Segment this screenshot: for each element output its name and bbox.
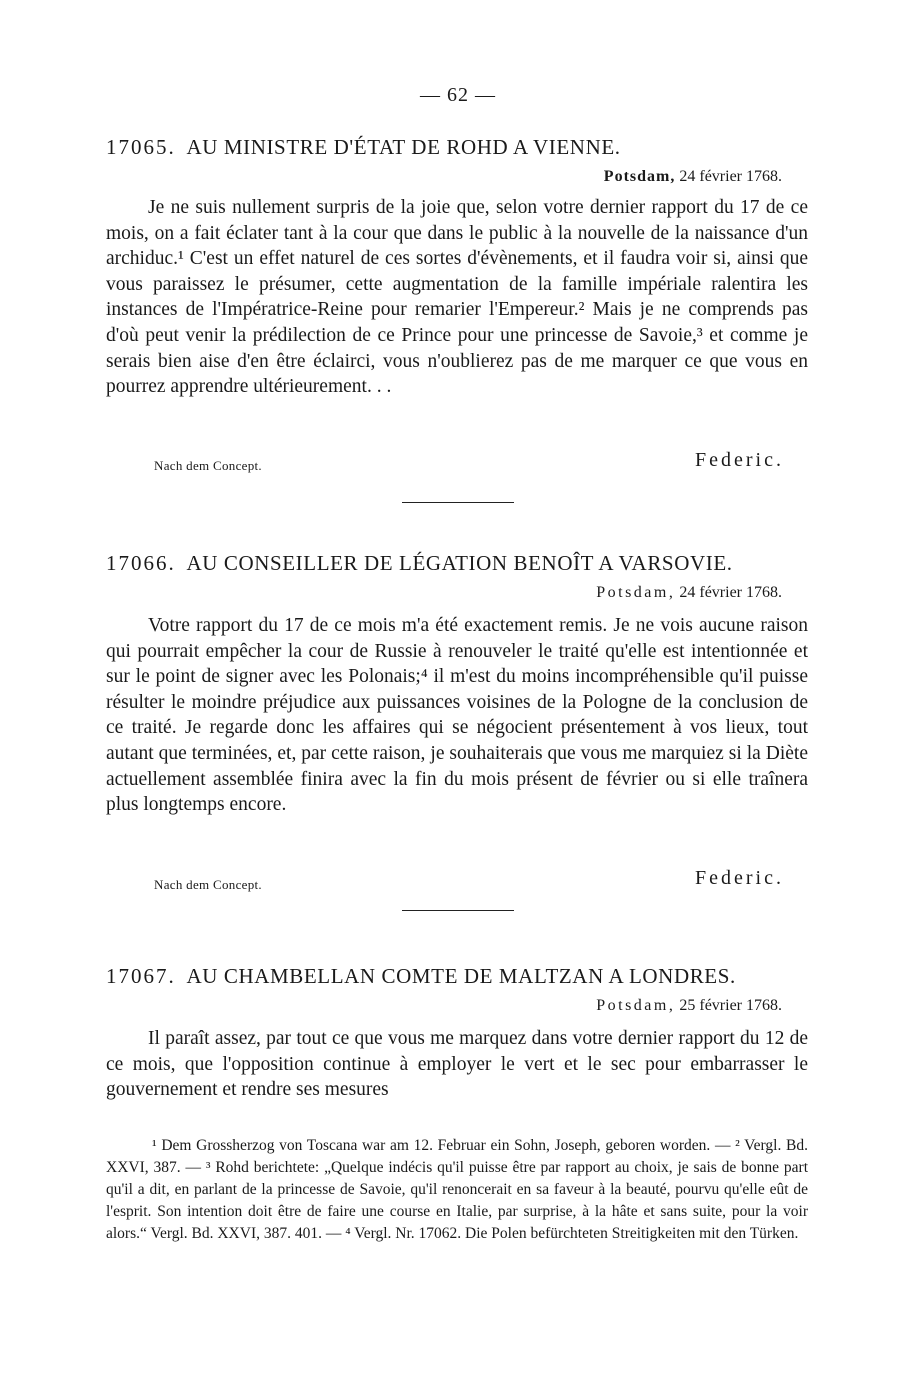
- letter-body: [106, 195, 808, 400]
- letter-number: 17065.: [106, 135, 176, 159]
- letter-body: [106, 1026, 808, 1103]
- dateline: [596, 997, 782, 1015]
- letter-title: AU MINISTRE D'ÉTAT DE ROHD A VIENNE.: [186, 135, 621, 159]
- letter-heading: [106, 135, 810, 160]
- letter-heading: [106, 964, 810, 989]
- signature: Federic.: [695, 449, 784, 471]
- dateline-place: Potsdam,: [603, 168, 676, 185]
- dateline: [604, 168, 782, 186]
- dateline-date: 24 février 1768.: [679, 168, 782, 185]
- page-number: — 62 —: [420, 84, 496, 106]
- letter-number: 17067.: [106, 964, 176, 988]
- letter-title: AU CHAMBELLAN COMTE DE MALTZAN A LONDRES.: [186, 964, 736, 988]
- letter-body: [106, 613, 808, 818]
- letter-paragraph: Je ne suis nullement surpris de la joie que, selon votre dernier rapport du 17 de ce mois, on a fait éclater tant à la cour que dans le public à la nouvelle de la naissance d'un archiduc.¹ C'est un effet naturel de ces sortes d'évènements, et il faudra voir si, ainsi que vous paraissez le présumer, cette augmentation de la famille impériale ralentira les instances de l'Impératrice-Reine pour remarier l'Empereur.² Mais je ne comprends pas d'où peut venir la prédilection de ce Prince pour une princesse de Savoie,³ et comme je serais bien aise d'en être éclairci, vous n'oublierez pas de me marquer ce que vous en pourrez apprendre ultérieurement. . .: [106, 197, 808, 398]
- letter-heading: [106, 551, 810, 576]
- letter-number: 17066.: [106, 551, 176, 575]
- footnote-text: ¹ Dem Grossherzog von Toscana war am 12. Februar ein Sohn, Joseph, geboren worden. — ² Vergl. Bd. XXVI, 387. — ³ Rohd berichtete: „Quelque indécis qu'il puisse être par rapport au choix, je sais de bonne part qu'il a dit, en parlant de la princesse de Savoie, qu'il renoncerait en sa faveur à la beauté, pourvu qu'elle eût de l'esprit. Son intention doit être de faire une course en Italie, par surprise, à la hâte et sans suite, pour la voir alors.“ Vergl. Bd. XXVI, 387. 401. — ⁴ Vergl. Nr. 17062. Die Polen befürchteten Streitigkeiten mit den Türken.: [106, 1137, 808, 1242]
- dateline-date: 25 février 1768.: [679, 997, 782, 1014]
- dateline: [596, 584, 782, 602]
- section-divider: [402, 502, 514, 503]
- signature: Federic.: [695, 867, 784, 889]
- letter-paragraph: Il paraît assez, par tout ce que vous me marquez dans votre dernier rapport du 12 de ce mois, que l'opposition continue à employer le vert et le sec pour embarrasser le gouvernement et rendre ses mesures: [106, 1028, 808, 1101]
- source-note: Nach dem Concept.: [154, 877, 262, 892]
- source-note: Nach dem Concept.: [154, 458, 262, 473]
- footnotes: [106, 1135, 808, 1245]
- letter-paragraph: Votre rapport du 17 de ce mois m'a été exactement remis. Je ne vois aucune raison qui pourrait empêcher la cour de Russie à renouveler le traité qu'elle est intentionnée et sur le point de signer avec les Polonais;⁴ il m'est du moins incompréhensible qu'il puisse résulter le moindre préjudice aux puissances voisines de la Pologne de la conclusion de ce traité. Je regarde donc les affaires qui se négocient présentement à vos lieux, tout autant que terminées, et, par cette raison, je souhaiterais que vous me marquiez si la Diète actuellement assemblée finira avec la fin du mois présent de février ou si elle traînera plus longtemps encore.: [106, 615, 808, 816]
- dateline-place: Potsdam,: [596, 997, 676, 1014]
- dateline-place: Potsdam,: [596, 584, 676, 601]
- dateline-date: 24 février 1768.: [679, 584, 782, 601]
- letter-title: AU CONSEILLER DE LÉGATION BENOÎT A VARSOVIE.: [186, 551, 733, 575]
- section-divider: [402, 910, 514, 911]
